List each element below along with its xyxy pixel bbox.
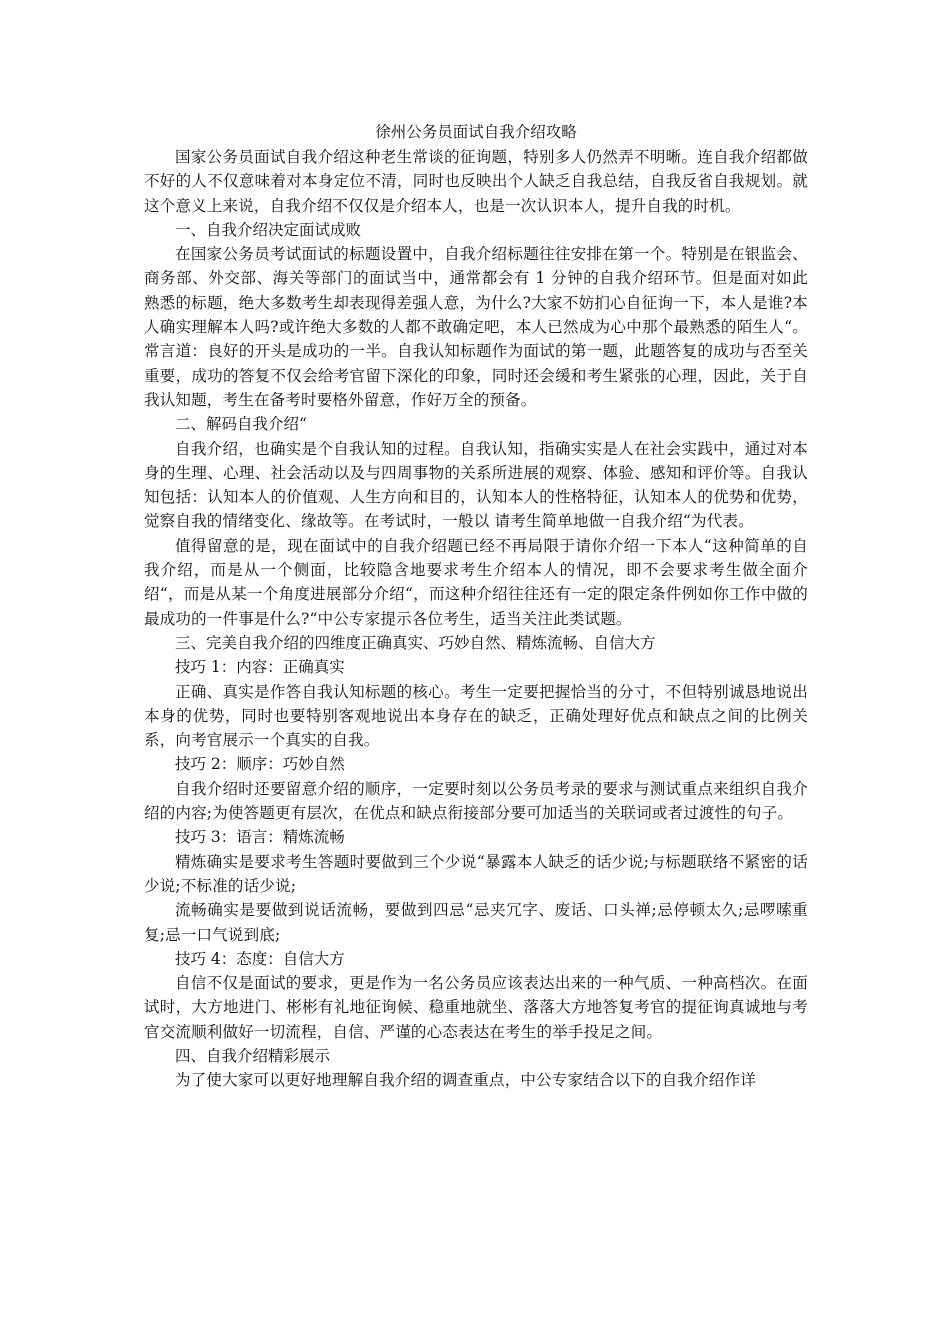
document-body [144,145,808,1093]
paragraph: 在国家公务员考试面试的标题设置中，自我介绍标题往往安排在第一个。特别是在银监会、商务部、外交部、海关等部门的面试当中，通常都会有 1 分钟的自我介绍环节。但是面对如此熟悉的标题，绝大多数考生却表现得差强人意，为什么?大家不妨扪心自征询一下，本人是谁?本人确实理解本人吗?或许绝大多数的人都不敢确定吧，本人已然成为心中那个最熟悉的陌生人“。常言道：良好的开头是成功的一半。自我认知标题作为面试的第一题，此题答复的成功与否至关重要，成功的答复不仅会给考官留下深化的印象，同时还会缓和考生紧张的心理，因此，关于自我认知题，考生在备考时要格外留意，作好万全的预备。 [144,245,808,409]
paragraph: 正确、真实是作答自我认知标题的核心。考生一定要把握恰当的分寸，不但特别诚恳地说出本身的优势，同时也要特别客观地说出本身存在的缺乏，正确处理好优点和缺点之间的比例关系，向考官展示一个真实的自我。 [144,682,808,750]
section-heading-2: 二、解码自我介绍“ [175,415,307,434]
section-heading-3: 三、完美自我介绍的四维度正确真实、巧妙自然、精炼流畅、自信大方 [175,633,656,652]
document-title: 徐州公务员面试自我介绍攻略 [375,123,577,141]
paragraph: 流畅确实是要做到说话流畅，要做到四忌“忌夹冗字、废话、口头禅;忌停顿太久;忌啰嗦重复;忌一口气说到底; [144,901,808,944]
section-heading-4: 四、自我介绍精彩展示 [175,1046,331,1065]
paragraph: 自我介绍时还要留意介绍的顺序，一定要时刻以公务员考录的要求与测试重点来组织自我介绍的内容;为使答题更有层次，在优点和缺点衔接部分要可加适当的关联词或者过渡性的句子。 [144,779,808,823]
paragraph: 自我介绍，也确实是个自我认知的过程。自我认知，指确实实是人在社会实践中，通过对本身的生理、心理、社会活动以及与四周事物的关系所进展的观察、体验、感知和评价等。自我认知包括：认知本人的价值观、人生方向和目的，认知本人的性格特征，认知本人的优势和优势，觉察自我的情绪变化、缘故等。在考试时，一般以 请考生简单地做一自我介绍“为代表。 [144,439,808,531]
paragraph: 自信不仅是面试的要求，更是作为一名公务员应该表达出来的一种气质、一种高档次。在面试时，大方地进门、彬彬有礼地征询候、稳重地就坐、落落大方地答复考官的提征询真诚地与考官交流顺利做好一切流程，自信、严谨的心态表达在考生的举手投足之间。 [144,974,808,1041]
paragraph: 精炼确实是要求考生答题时要做到三个少说“暴露本人缺乏的话少说;与标题联络不紧密的话少说;不标准的话少说; [144,852,808,895]
paragraph: 为了使大家可以更好地理解自我介绍的调查重点，中公专家结合以下的自我介绍作详 [175,1071,756,1090]
tip-heading-3: 技巧 3：语言：精炼流畅 [175,828,345,847]
document-page [144,119,808,1093]
tip-heading-2: 技巧 2：顺序：巧妙自然 [175,755,345,774]
paragraph: 值得留意的是，现在面试中的自我介绍题已经不再局限于请你介绍一下本人“这种简单的自我介绍，而是从一个侧面，比较隐含地要求考生介绍本人的情况，即不会要求考生做全面介绍“，而是从某一个角度进展部分介绍“，而这种介绍往往还有一定的限定条件例如你工作中做的最成功的一件事是什么?“中公专家提示各位考生，适当关注此类试题。 [144,536,808,628]
tip-heading-1: 技巧 1：内容：正确真实 [175,658,345,677]
paragraph-intro: 国家公务员面试自我介绍这种老生常谈的征询题，特别多人仍然弄不明晰。连自我介绍都做不好的人不仅意味着对本身定位不清，同时也反映出个人缺乏自我总结，自我反省自我规划。就这个意义上来说，自我介绍不仅仅是介绍本人，也是一次认识本人，提升自我的时机。 [144,148,808,215]
tip-heading-4: 技巧 4：态度：自信大方 [175,949,345,968]
section-heading-1: 一、自我介绍决定面试成败 [175,220,362,239]
